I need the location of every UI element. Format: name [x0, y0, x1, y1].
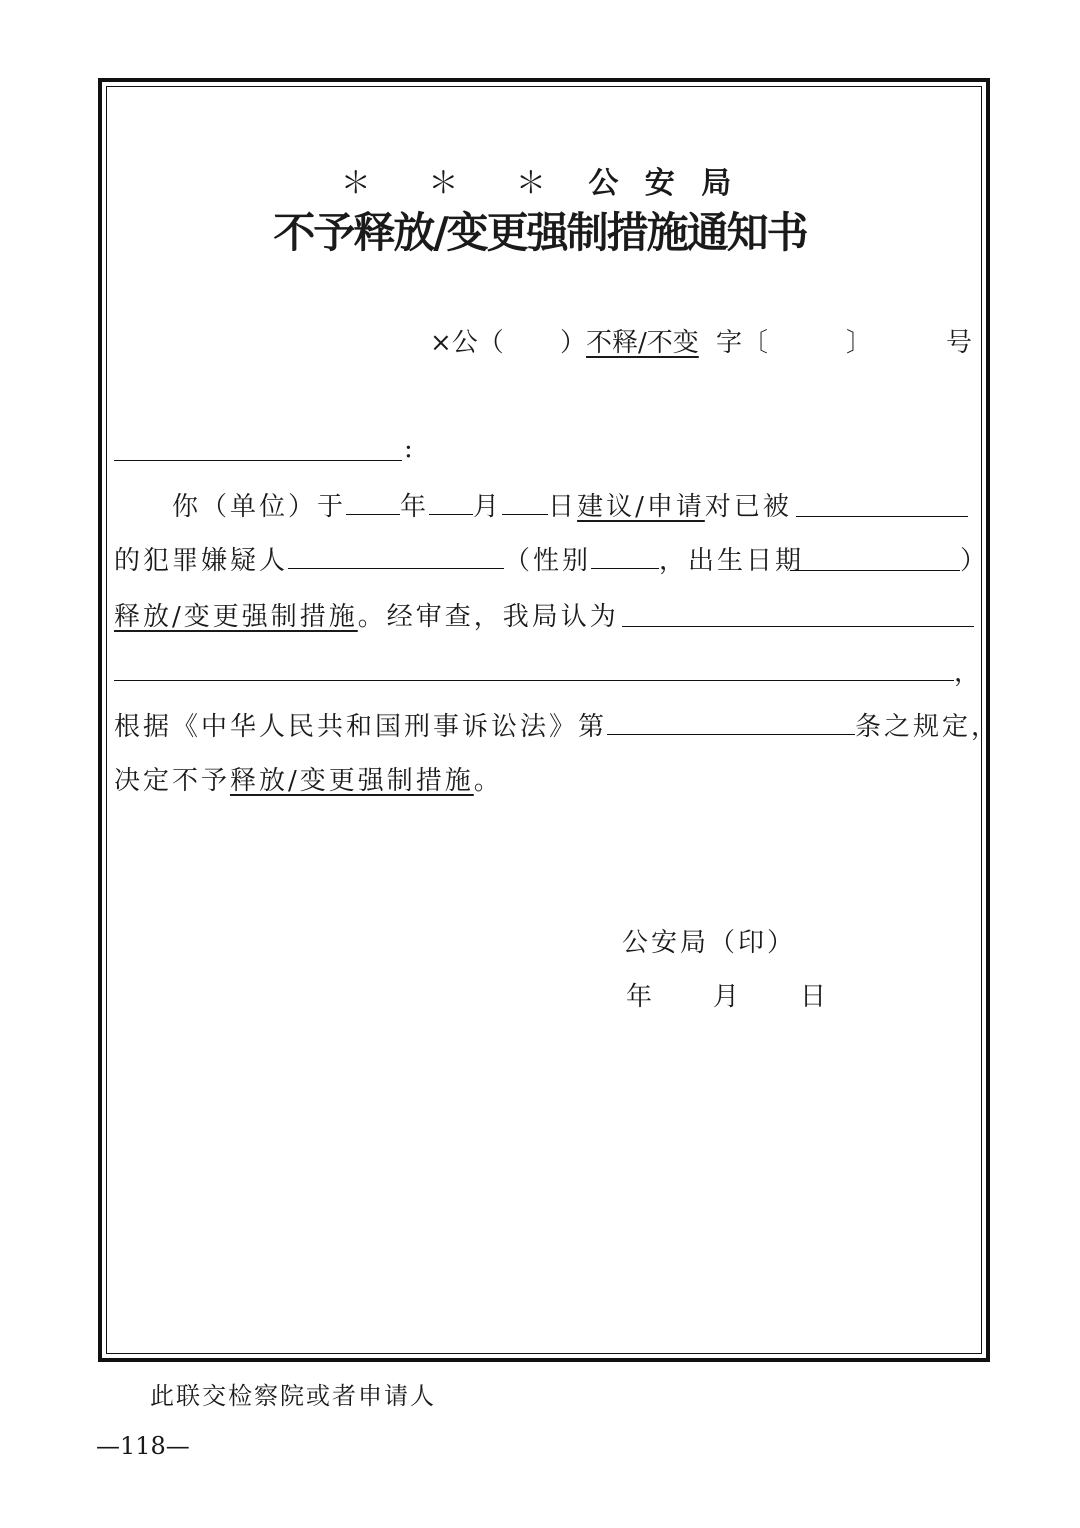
gender-blank: [591, 544, 659, 569]
seal-line: 公安局（印）: [622, 928, 797, 958]
signature-date: 年 月 日: [626, 982, 830, 1012]
document-title: 不予释放/变更强制措施通知书: [273, 208, 807, 257]
addressee-colon: :: [404, 434, 416, 464]
month-blank: [429, 490, 473, 515]
doc-number-hao: 号: [946, 328, 973, 358]
reason-comma: ，: [954, 658, 984, 688]
doc-number-word: 不释/不变: [586, 328, 699, 358]
year-blank: [346, 490, 400, 515]
body-line-6: 决定不予释放/变更强制措施。: [114, 766, 503, 796]
agency-name: ＊ ＊ ＊ 公 安 局: [340, 166, 740, 201]
body-line-5: 根据《中华人民共和国刑事诉讼法》第 条之规定，: [114, 712, 1001, 742]
doc-number-prefix: ×公（: [430, 328, 504, 358]
doc-number-bracket-close: 〕: [846, 328, 873, 358]
article-blank: [607, 710, 855, 735]
suspect-name-blank: [288, 544, 504, 569]
reason-blank-2: [114, 680, 954, 681]
doc-number-mid: ）: [560, 328, 587, 358]
detained-by-blank: [796, 516, 968, 517]
addressee-blank: [114, 460, 402, 461]
birth-paren-close: ）: [960, 546, 990, 576]
birth-date-blank: [790, 570, 960, 571]
copy-note: 此联交检察院或者申请人: [150, 1382, 436, 1410]
body-line-1: 你（单位）于 年 月 日建议/申请对已被: [172, 492, 792, 522]
body-line-3: 释放/变更强制措施。经审查，我局认为: [114, 602, 619, 632]
doc-number-zi: 字〔: [716, 328, 769, 358]
day-blank: [502, 490, 548, 515]
body-line-2: 的犯罪嫌疑人 （性别 ，出生日期: [114, 546, 805, 576]
page-number: —118—: [96, 1432, 190, 1460]
reason-blank-1: [622, 626, 974, 627]
